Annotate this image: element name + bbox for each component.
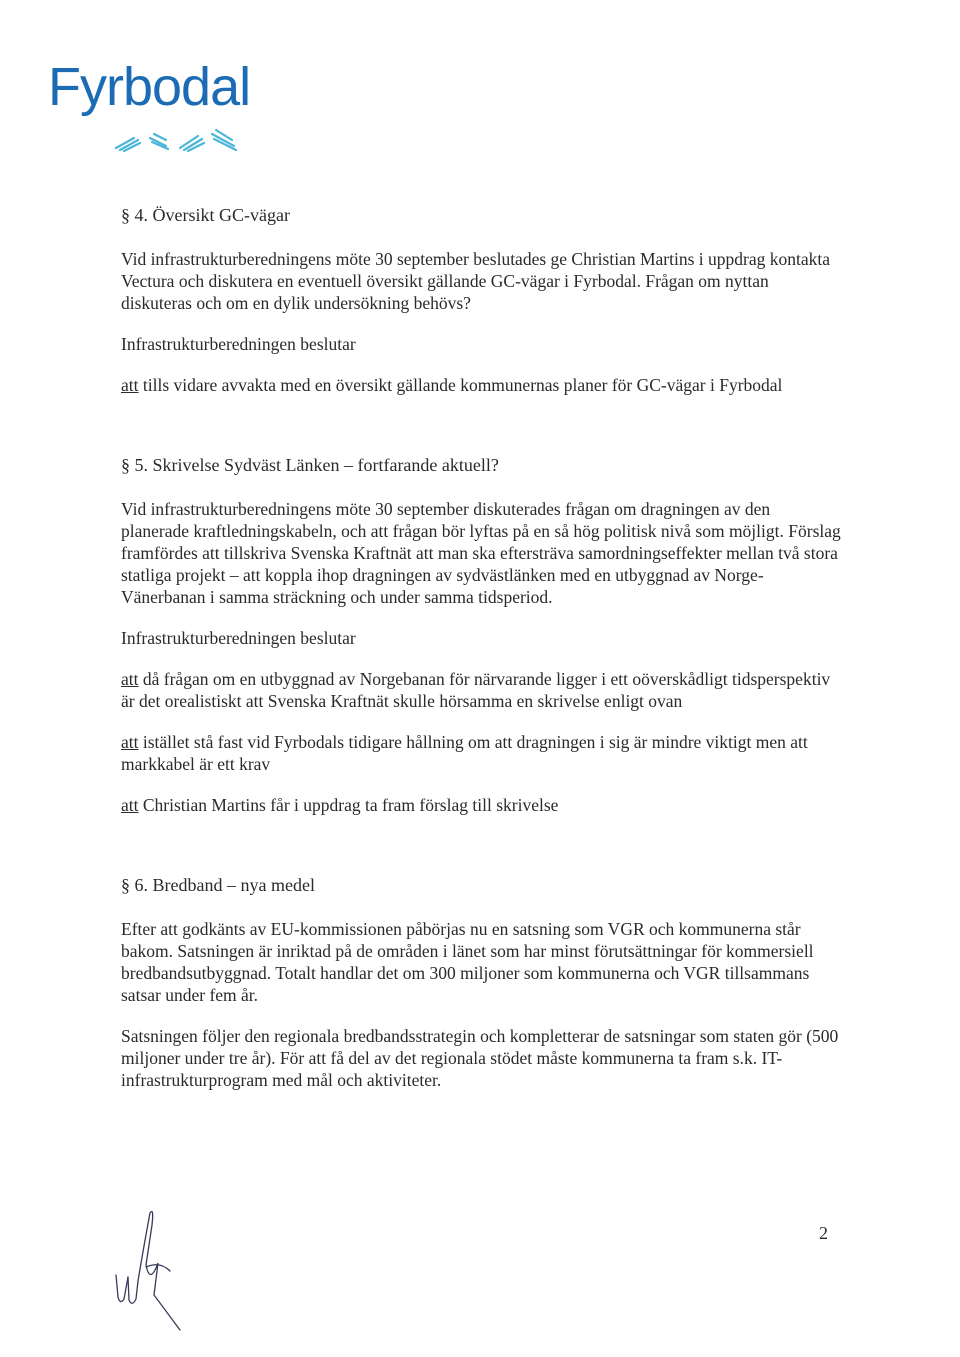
section-6-heading: § 6. Bredband – nya medel — [121, 875, 315, 895]
fyrbodal-logo — [48, 57, 268, 155]
section-4-decision-intro: Infrastrukturberedningen beslutar — [121, 334, 356, 354]
signature-initials-icon — [110, 1205, 200, 1335]
decision-text: istället stå fast vid Fyrbodals tidigare hållning om att dragningen i sig är mindre viktigt men att markkabel är ett krav — [121, 732, 808, 774]
section-5-heading: § 5. Skrivelse Sydväst Länken – fortfarande aktuell? — [121, 455, 499, 475]
decision-text: tills vidare avvakta med en översikt gällande kommunernas planer för GC-vägar i Fyrbodal — [138, 375, 783, 395]
section-5-decision-3 — [121, 794, 841, 816]
section-5-paragraph: Vid infrastrukturberedningens möte 30 september diskuterades frågan om dragningen av den planerade kraftledningskabeln, och att frågan bör lyftas på en så hög politisk nivå som möjligt. Förslag framfördes att tillskriva Svenska Kraftnät att man ska eftersträva samordningseffekter mellan två stora statliga projekt – att koppla ihop dragningen av sydvästlänken med en utbyggnad av Norge-Vänerbanan i samma sträckning och under samma tidsperiod. — [121, 499, 841, 607]
section-6-paragraph-1: Efter att godkänts av EU-kommissionen påbörjas nu en satsning som VGR och kommunerna står bakom. Satsningen är inriktad på de områden i länet som har minst förutsättningar för kommersiell bredbandsutbyggnad. Totalt handlar det om 300 miljoner som kommunerna och VGR tillsammans satsar under fem år. — [121, 919, 814, 1005]
page-number: 2 — [819, 1223, 828, 1243]
att-label: att — [121, 732, 139, 752]
att-label: att — [121, 669, 139, 689]
att-label: att — [121, 375, 139, 395]
section-6-paragraph-2: Satsningen följer den regionala bredbandsstrategin och kompletterar de satsningar som staten gör (500 miljoner under tre år). För att få del av det regionala stödet måste kommunerna ta fram s.k. IT-infrastrukturprogram med mål och aktiviteter. — [121, 1026, 839, 1090]
logo-bird-marks-icon — [110, 118, 250, 152]
section-5-decision-1 — [121, 668, 841, 712]
att-label: att — [121, 795, 139, 815]
decision-text: Christian Martins får i uppdrag ta fram förslag till skrivelse — [138, 795, 559, 815]
decision-text: då frågan om en utbyggnad av Norgebanan för närvarande ligger i ett oöverskådligt tidsperspektiv är det orealistiskt att Svenska Kraftnät skulle hörsamma en skrivelse enligt ovan — [121, 669, 831, 711]
section-4-heading: § 4. Översikt GC-vägar — [121, 205, 290, 225]
logo-text: Fyrbodal — [48, 57, 251, 117]
section-5-decision-intro: Infrastrukturberedningen beslutar — [121, 628, 356, 648]
section-5-decision-2 — [121, 731, 841, 775]
section-4-decision — [121, 374, 841, 396]
document-body — [121, 204, 841, 1110]
section-4-paragraph: Vid infrastrukturberedningens möte 30 september beslutades ge Christian Martins i uppdrag kontakta Vectura och diskutera en eventuell översikt gällande GC-vägar i Fyrbodal. Frågan om nyttan diskuteras och om en dylik undersökning behövs? — [121, 249, 830, 313]
